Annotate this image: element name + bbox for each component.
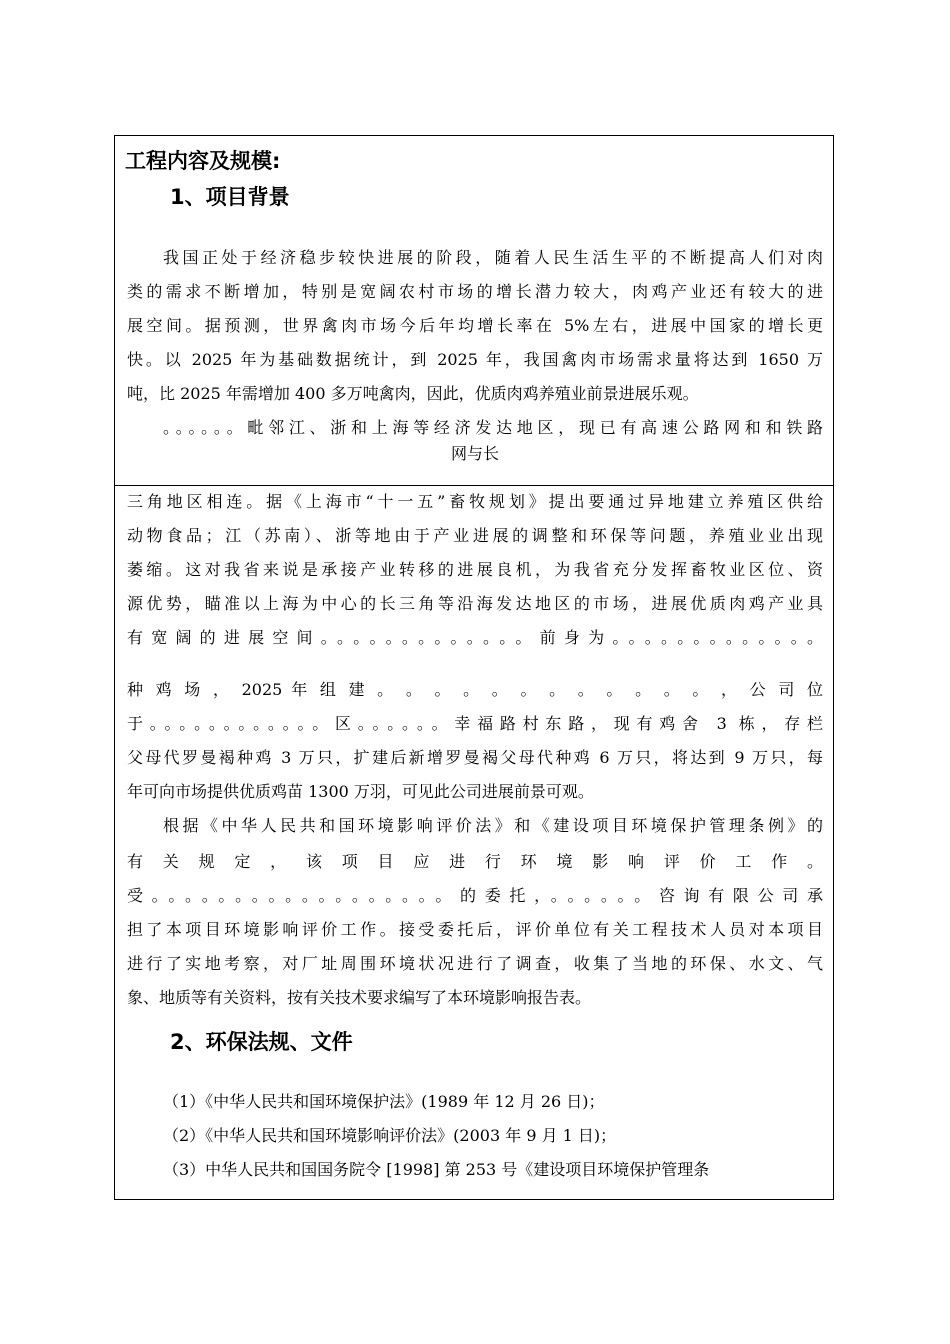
section-box-2	[114, 486, 834, 1200]
paragraph-line: 有 关 规 定 ， 该 项 目 应 进 行 环 境 影 响 评 价 工 作 。	[127, 852, 823, 871]
paragraph-line: 类的需求不断增加，特别是宽阔农村市场的增长潜力较大，肉鸡产业还有较大的进	[127, 282, 823, 301]
paragraph-line: 三角地区相连。据《上海市“十一五”畜牧规划》提出要通过异地建立养殖区供给	[127, 492, 823, 511]
paragraph-line: 进行了实地考察，对厂址周围环境状况进行了调查，收集了当地的环保、水文、气	[127, 954, 823, 973]
paragraph-line: 受。。。。。。。。。。。。。。。。。。的委托，。。。。。。咨询有限公司承	[127, 886, 823, 905]
paragraph-line: 根据《中华人民共和国环境影响评价法》和《建设项目环境保护管理条例》的	[163, 816, 823, 835]
paragraph-line: 吨，比 2025 年需增加 400 多万吨禽肉，因此，优质肉鸡养殖业前景进展乐观。	[127, 384, 699, 403]
paragraph-line: 种 鸡 场 ， 2025 年 组 建 。 。 。 。 。 。 。 。 。 。 。 。 ， 公 司 位	[127, 680, 823, 699]
paragraph-line: 展空间。据预测，世界禽肉市场今后年均增长率在 5%左右，进展中国家的增长更	[127, 316, 823, 335]
section-box-1	[114, 135, 834, 486]
law-item: （1）《中华人民共和国环境保护法》(1989 年 12 月 26 日)；	[163, 1092, 605, 1111]
section-heading: 工程内容及规模:	[125, 149, 281, 173]
law-item: （3）中华人民共和国国务院令 [1998] 第 253 号《建设项目环境保护管理条	[163, 1160, 710, 1179]
paragraph-line: 有宽阔的进展空间。。。。。。。。。。。。。前身为。。。。。。。。。。。。。	[127, 628, 823, 647]
law-item: （2）《中华人民共和国环境影响评价法》(2003 年 9 月 1 日)；	[163, 1126, 617, 1145]
paragraph-line: 源优势，瞄准以上海为中心的长三角等沿海发达地区的市场，进展优质肉鸡产业具	[127, 594, 823, 613]
paragraph-line: 我国正处于经济稳步较快进展的阶段，随着人民生活生平的不断提高人们对肉	[163, 248, 823, 267]
paragraph-line: 年可向市场提供优质鸡苗 1300 万羽，可见此公司进展前景可观。	[127, 782, 594, 801]
subheading-regulations: 2、环保法规、文件	[170, 1030, 353, 1054]
paragraph-line: 担了本项目环境影响评价工作。接受委托后，评价单位有关工程技术人员对本项目	[127, 920, 823, 939]
paragraph-line: 于。。。。。。。。。。。。区。。。。。。幸福路村东路，现有鸡舍 3 栋，存栏	[127, 714, 823, 733]
subheading-background: 1、项目背景	[170, 185, 290, 209]
paragraph-line: 网与长	[450, 444, 499, 463]
paragraph-line: 动物食品；江（苏南）、浙等地由于产业进展的调整和环保等问题，养殖业业出现	[127, 526, 823, 545]
paragraph-line: 。。。。。。毗邻江、浙和上海等经济发达地区，现已有高速公路网和和铁路	[163, 418, 823, 437]
paragraph-line: 父母代罗曼褐种鸡 3 万只，扩建后新增罗曼褐父母代种鸡 6 万只，将达到 9 万只，每	[127, 748, 823, 767]
paragraph-line: 象、地质等有关资料，按有关技术要求编写了本环境影响报告表。	[127, 988, 592, 1007]
paragraph-line: 萎缩。这对我省来说是承接产业转移的进展良机，为我省充分发挥畜牧业区位、资	[127, 560, 823, 579]
paragraph-line: 快。以 2025 年为基础数据统计，到 2025 年，我国禽肉市场需求量将达到 1650 万	[127, 350, 823, 369]
